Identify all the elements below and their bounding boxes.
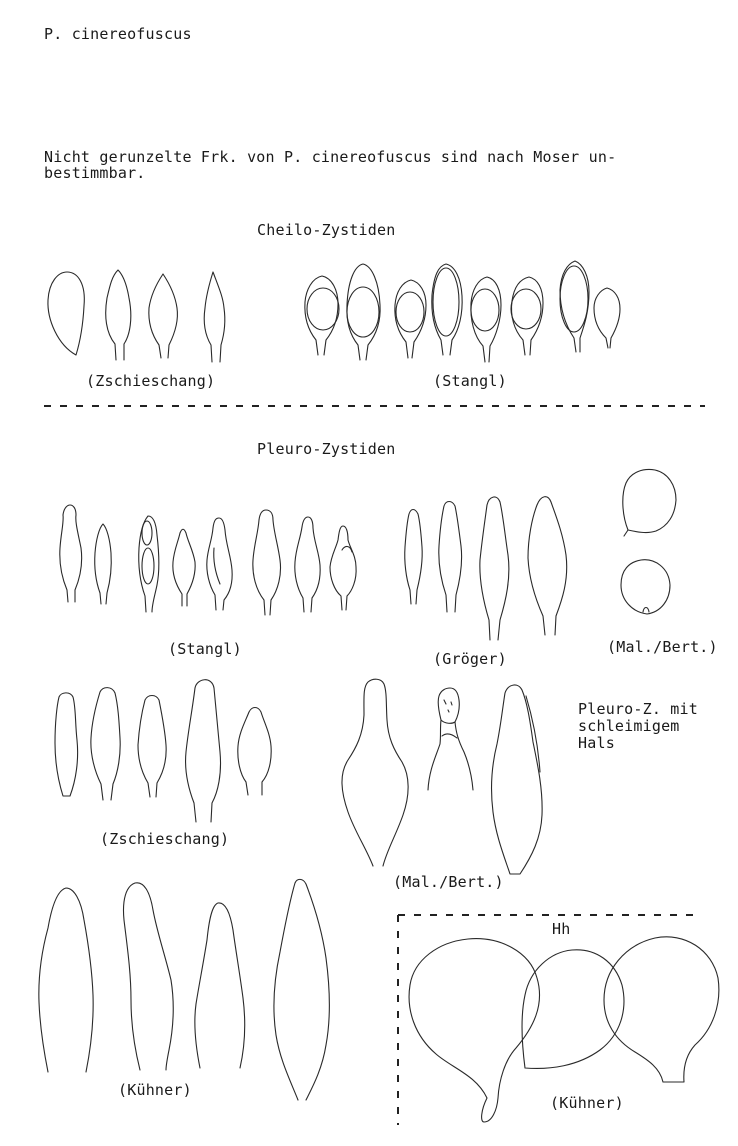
cheilo-heading: Cheilo-Zystiden (257, 221, 396, 239)
pleuro-note-line-1: Pleuro-Z. mit (578, 700, 698, 718)
pleuro-label-groeger: (Gröger) (433, 650, 507, 668)
pleuro-kuehner-group (39, 879, 330, 1100)
pleuro-heading: Pleuro-Zystiden (257, 440, 396, 458)
hyphae-label-kuehner: (Kühner) (550, 1094, 624, 1112)
cheilo-label-zschieschang: (Zschieschang) (86, 372, 216, 390)
pleuro-groeger-group (405, 497, 567, 640)
hyphae-heading: Hh (552, 920, 571, 938)
cheilo-stangl-group (305, 261, 620, 362)
pleuro-label-kuehner: (Kühner) (118, 1081, 192, 1099)
pleuro-zschieschang-group (55, 680, 271, 822)
spores-mal-bert-group (621, 470, 676, 614)
pleuro-mal-bert-group (342, 679, 542, 874)
pleuro-note-line-3: Hals (578, 734, 615, 752)
intro-text-line-1: Nicht gerunzelte Frk. von P. cinereofuscus sind nach Moser un- (44, 148, 617, 166)
pleuro-label-mal-bert-top: (Mal./Bert.) (607, 638, 718, 656)
cheilo-zschieschang-group (48, 270, 225, 362)
pleuro-label-stangl: (Stangl) (168, 640, 242, 658)
intro-text-line-2: bestimmbar. (44, 164, 146, 182)
page-title: P. cinereofuscus (44, 25, 192, 43)
cheilo-label-stangl: (Stangl) (433, 372, 507, 390)
pleuro-label-mal-bert-mid: (Mal./Bert.) (393, 873, 504, 891)
pleuro-note-line-2: schleimigem (578, 717, 680, 735)
pleuro-stangl-group (60, 505, 356, 615)
pleuro-label-zschieschang: (Zschieschang) (100, 830, 230, 848)
